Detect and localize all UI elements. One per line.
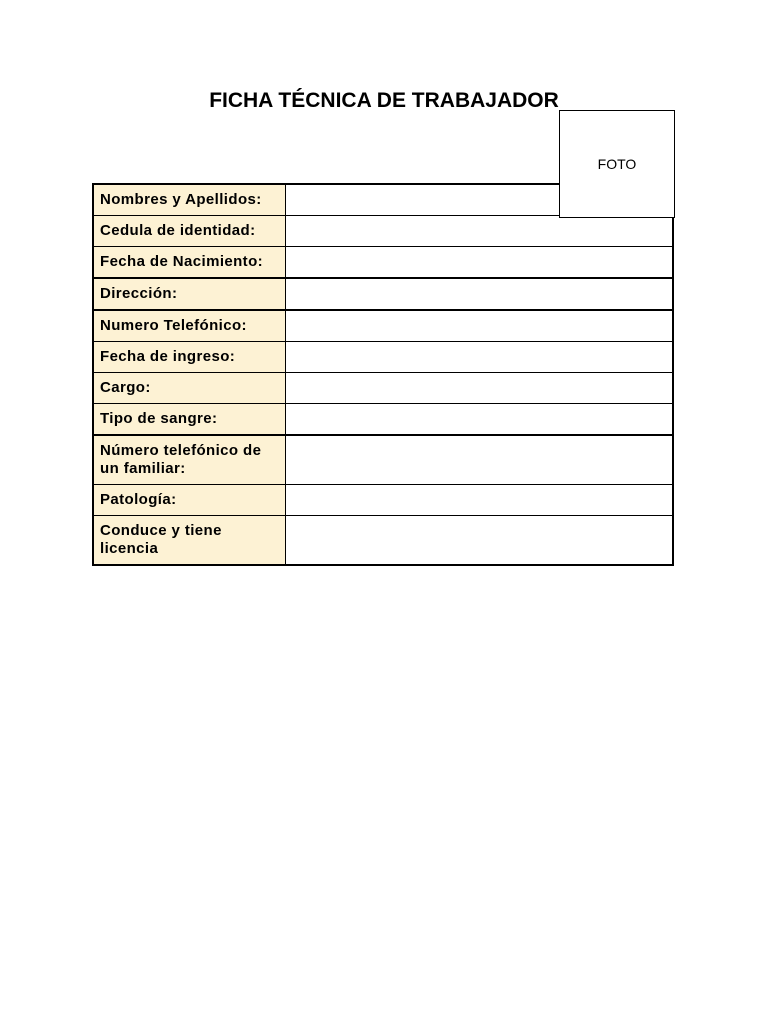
field-label: Cedula de identidad: [93, 216, 286, 247]
field-label: Cargo: [93, 373, 286, 404]
field-label: Tipo de sangre: [93, 404, 286, 436]
fecha-ingreso-field[interactable] [286, 342, 674, 373]
patologia-field[interactable] [286, 485, 674, 516]
field-label: Conduce y tiene licencia [93, 516, 286, 566]
licencia-field[interactable] [286, 516, 674, 566]
worker-form-table [92, 183, 674, 566]
field-label: Nombres y Apellidos: [93, 184, 286, 216]
field-label: Numero Telefónico: [93, 310, 286, 342]
form-row-telefono-familiar [93, 435, 673, 485]
photo-label: FOTO [597, 156, 637, 172]
photo-placeholder [559, 110, 675, 218]
direccion-field[interactable] [286, 278, 674, 310]
form-row-cargo [93, 373, 673, 404]
form-row-cedula [93, 216, 673, 247]
field-label: Fecha de Nacimiento: [93, 247, 286, 279]
form-row-patologia [93, 485, 673, 516]
form-row-licencia [93, 516, 673, 566]
field-label: Dirección: [93, 278, 286, 310]
field-label: Patología: [93, 485, 286, 516]
fecha-nacimiento-field[interactable] [286, 247, 674, 279]
telefono-familiar-field[interactable] [286, 435, 674, 485]
field-label: Fecha de ingreso: [93, 342, 286, 373]
field-label: Número telefónico de un familiar: [93, 435, 286, 485]
form-row-fecha-nacimiento [93, 247, 673, 279]
cedula-field[interactable] [286, 216, 674, 247]
tipo-sangre-field[interactable] [286, 404, 674, 436]
cargo-field[interactable] [286, 373, 674, 404]
form-row-direccion [93, 278, 673, 310]
form-row-telefono [93, 310, 673, 342]
form-row-fecha-ingreso [93, 342, 673, 373]
form-row-tipo-sangre [93, 404, 673, 436]
telefono-field[interactable] [286, 310, 674, 342]
document-title: FICHA TÉCNICA DE TRABAJADOR [209, 89, 559, 112]
